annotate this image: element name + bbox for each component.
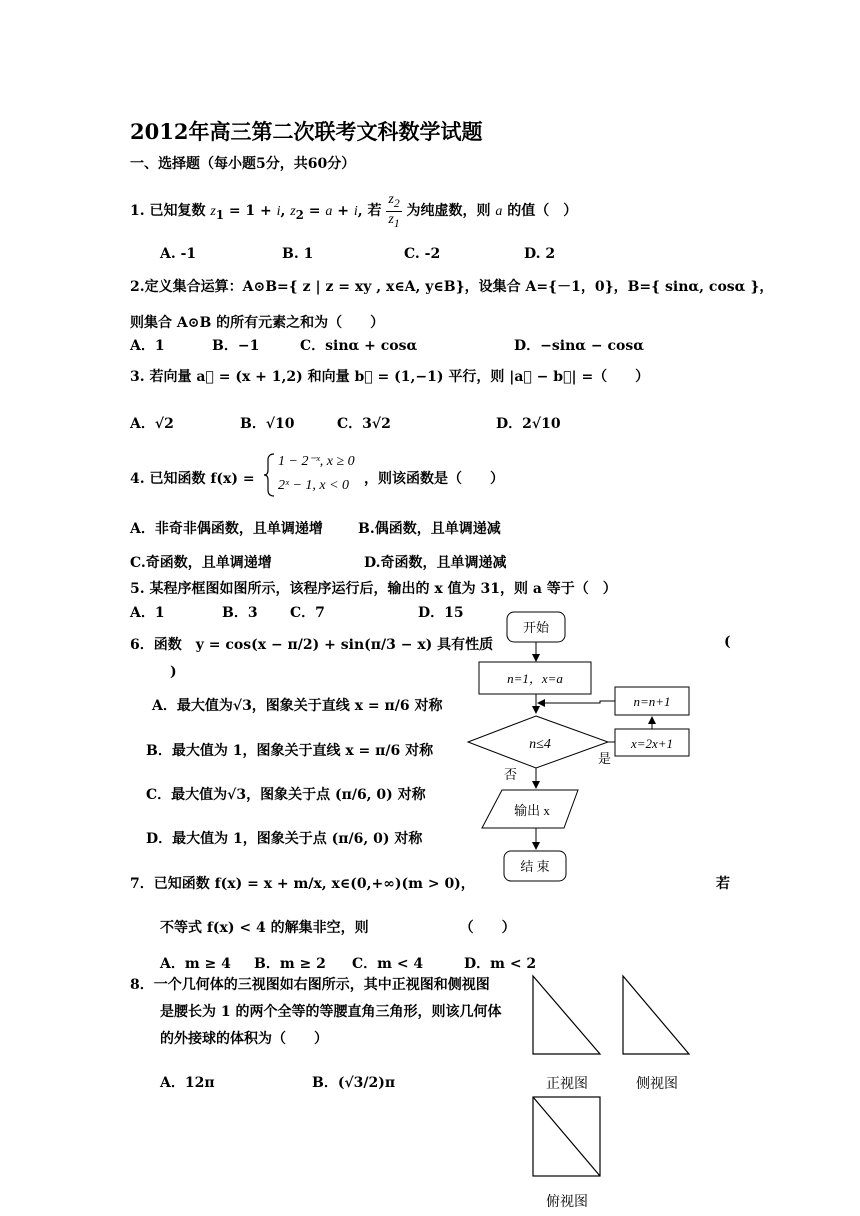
- q2-option-d: D．−sinα − cosα: [514, 338, 645, 354]
- q3-option-b: B．√10: [240, 416, 295, 432]
- q5-stem: 5. 某程序框图如图所示，该程序运行后，输出的 x 值为 31，则 a 等于（ ）: [130, 581, 617, 597]
- q1-stem-tail: 为纯虚数，则 a 的值（ ）: [406, 203, 578, 220]
- q3-option-d: D．2√10: [496, 416, 561, 432]
- q8-stem: 8．一个几何体的三视图如右图所示，其中正视图和侧视图: [130, 977, 490, 993]
- q1-option-d: D. 2: [524, 246, 556, 262]
- front-view-triangle: [533, 976, 600, 1054]
- flow-end-text: 结 束: [520, 859, 550, 874]
- flow-no-label: 否: [504, 767, 518, 782]
- q4-piece1: 1 − 2⁻ˣ, x ≥ 0: [278, 454, 355, 469]
- top-view-label: 俯视图: [546, 1195, 588, 1210]
- q3-option-a: A．√2: [130, 416, 174, 432]
- q4-piece2: 2ˣ − 1, x < 0: [278, 478, 350, 493]
- q6-stem: 6．函数 y = cos(x − π/2) + sin(π/3 − x) 具有性质: [130, 637, 494, 653]
- q7-option-a: A．m ≥ 4: [160, 956, 231, 972]
- page-title: 2012年高三第二次联考文科数学试题: [130, 119, 483, 144]
- q1-stem-text: 1. 已知复数 $z_1 = 1 + i$, $z_2 = a + i$, 若: [130, 203, 382, 223]
- q7-option-c: C．m < 4: [352, 956, 424, 972]
- q1-option-b: B. 1: [282, 246, 314, 262]
- q7-option-d: D．m < 2: [464, 956, 537, 972]
- side-view-triangle: [623, 976, 689, 1054]
- q5-option-d: D．15: [418, 605, 464, 621]
- q5-option-c: C．7: [290, 605, 325, 621]
- q6-option-d: D．最大值为 1，图象关于点 (π/6, 0) 对称: [146, 831, 423, 847]
- q7-option-b: B．m ≥ 2: [254, 956, 326, 972]
- q5-option-a: A．1: [130, 605, 165, 621]
- q4-stem-prefix: 4. 已知函数 f(x) =: [130, 471, 255, 487]
- q4-option-c: C.奇函数，且单调递增: [130, 555, 272, 571]
- flowchart: [460, 605, 720, 895]
- flow-condition-text: n≤4: [529, 737, 551, 752]
- q7-stem: 7．已知函数 f(x) = x + m/x, x∈(0,+∞)(m > 0)，: [130, 876, 475, 892]
- q2-option-b: B．−1: [212, 338, 260, 354]
- flow-update-n-text: n=n+1: [633, 694, 671, 709]
- flow-yes-label: 是: [598, 751, 612, 766]
- q1-fraction: $\frac{z_2}{z_1}$: [388, 192, 400, 230]
- q8-stem-line2: 是腰长为 1 的两个全等的等腰直角三角形，则该几何体: [160, 1004, 502, 1020]
- section-heading: 一、选择题（每小题5分，共60分）: [130, 156, 356, 172]
- three-views: [525, 970, 705, 1210]
- q8-option-b: B．(√3/2)π: [312, 1075, 396, 1091]
- q3-option-c: C．3√2: [337, 416, 391, 432]
- q4-option-b: B.偶函数，且单调递减: [358, 521, 501, 537]
- q1-option-c: C. -2: [404, 246, 441, 262]
- q2-stem-line2: 则集合 A⊙B 的所有元素之和为（ ）: [130, 315, 385, 331]
- q2-stem: 2.定义集合运算：A⊙B={ z | z = xy , x∈A, y∈B}，设集合 A={－1，0}，B={ sinα, cosα }，: [130, 279, 774, 295]
- q5-option-b: B．3: [222, 605, 258, 621]
- front-view-label: 正视图: [546, 1077, 588, 1092]
- q4-stem-suffix: ，则该函数是（ ）: [364, 471, 504, 487]
- flow-output-text: 输出 x: [514, 803, 550, 818]
- q7-stem-line2: 不等式 f(x) < 4 的解集非空，则 （ ）: [160, 920, 516, 936]
- q1-stem: [130, 192, 577, 231]
- q3-stem: 3. 若向量 a⃗ = (x + 1,2) 和向量 b⃗ = (1,−1) 平行，则 |a⃗ − b⃗| =（ ）: [130, 369, 650, 385]
- q8-option-a: A．12π: [160, 1075, 215, 1091]
- top-view-diagonal: [533, 1097, 600, 1176]
- flow-update-x-text: x=2x+1: [630, 736, 674, 751]
- q6-option-a: A．最大值为√3，图象关于直线 x = π/6 对称: [152, 698, 443, 714]
- flow-start-text: 开始: [522, 620, 550, 635]
- q2-option-c: C．sinα + cosα: [300, 338, 418, 354]
- q6-option-b: B．最大值为 1，图象关于直线 x = π/6 对称: [146, 743, 434, 759]
- side-view-label: 侧视图: [636, 1077, 678, 1092]
- q4-option-d: D.奇函数，且单调递减: [364, 555, 507, 571]
- q6-paren-open: (: [724, 634, 731, 650]
- q2-option-a: A．1: [130, 338, 165, 354]
- q4-brace: [262, 452, 276, 498]
- q6-paren-close: ): [170, 664, 177, 680]
- q4-option-a: A．非奇非偶函数，且单调递增: [130, 521, 323, 537]
- q7-stem-tail: 若: [716, 876, 730, 892]
- flow-init-text: n=1，x=a: [507, 671, 563, 686]
- q6-option-c: C．最大值为√3，图象关于点 (π/6, 0) 对称: [146, 787, 426, 803]
- q8-stem-line3: 的外接球的体积为（ ）: [160, 1031, 328, 1047]
- q1-option-a: A. -1: [160, 246, 197, 262]
